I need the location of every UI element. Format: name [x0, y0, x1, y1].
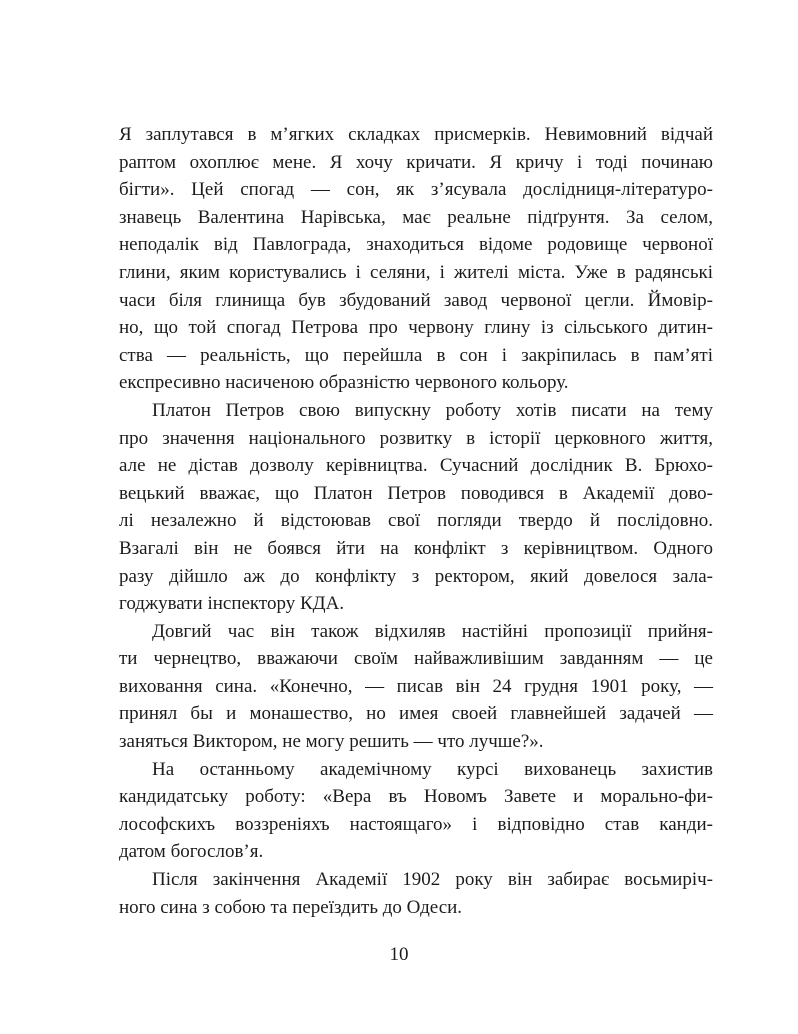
text-line: ного сина з собою та переїздить до Одеси. [119, 896, 463, 918]
text-line: глини, яким користувались і селяни, і жителі міста. Уже в радянські [119, 261, 713, 283]
paragraph [119, 397, 713, 618]
text-line: неподалік від Павлограда, знаходиться відоме родовище червоної [119, 234, 713, 256]
text-line: датом богослов’я. [119, 841, 264, 863]
text-line: Взагалі він не боявся йти на конфлікт з керівництвом. Одного [119, 537, 713, 559]
text-line: ти чернецтво, вважаючи своїм найважливішим завданням — це [119, 648, 713, 670]
text-line: ства — реальність, що перейшла в сон і закріпилась в пам’яті [119, 344, 713, 366]
text-line: експресивно насиченою образністю червоного кольору. [119, 372, 569, 394]
text-line: кандидатську роботу: «Вера въ Новомъ Завете и морально-фи- [119, 786, 713, 808]
body-text [119, 121, 713, 921]
text-line: лі незалежно й відстоював свої погляди твердо й послідовно. [119, 510, 713, 532]
page-number: 10 [389, 944, 409, 965]
text-line: принял бы и монашество, но имея своей главнейшей задачей — [119, 703, 713, 725]
text-line: виховання сина. «Конечно, — писав він 24 грудня 1901 року, — [119, 675, 713, 697]
paragraph [119, 866, 713, 921]
text-line: знавець Валентина Нарівська, має реальне підґрунтя. За селом, [119, 206, 713, 228]
text-line: разу дійшло аж до конфлікту з ректором, який довелося зала- [119, 565, 713, 587]
paragraph [119, 121, 713, 397]
text-line: вецький вважає, що Платон Петров поводився в Академії дово- [119, 482, 713, 504]
text-line: Я заплутався в м’ягких складках присмерків. Невимовний відчай [119, 124, 713, 145]
text-line: Платон Петров свою випускну роботу хотів писати на тему [152, 399, 713, 421]
text-line: лософскихъ воззреніяхъ настоящаго» і відповідно став канди- [119, 813, 713, 835]
text-line: заняться Виктором, не могу решить — что лучше?». [119, 731, 544, 753]
text-line: но, що той спогад Петрова про червону глину із сільського дитин- [119, 317, 713, 339]
text-line: часи біля глинища був збудований завод червоної цегли. Ймовір- [119, 289, 713, 311]
text-line: раптом охоплює мене. Я хочу кричати. Я кричу і тоді починаю [119, 151, 713, 173]
text-line: годжувати інспектору КДА. [119, 593, 345, 615]
text-line: але не дістав дозволу керівництва. Сучасний дослідник В. Брюхо- [119, 455, 713, 477]
paragraph [119, 756, 713, 866]
text-line: Після закінчення Академії 1902 року він забирає восьмиріч- [152, 869, 713, 891]
text-line: бігти». Цей спогад — сон, як з’ясувала дослідниця-літературо- [119, 179, 713, 201]
text-line: Довгий час він також відхиляв настійні пропозиції прийня- [152, 620, 713, 642]
text-line: про значення національного розвитку в історії церковного життя, [119, 427, 713, 449]
text-line: На останньому академічному курсі вихованець захистив [152, 758, 713, 780]
paragraph [119, 618, 713, 756]
